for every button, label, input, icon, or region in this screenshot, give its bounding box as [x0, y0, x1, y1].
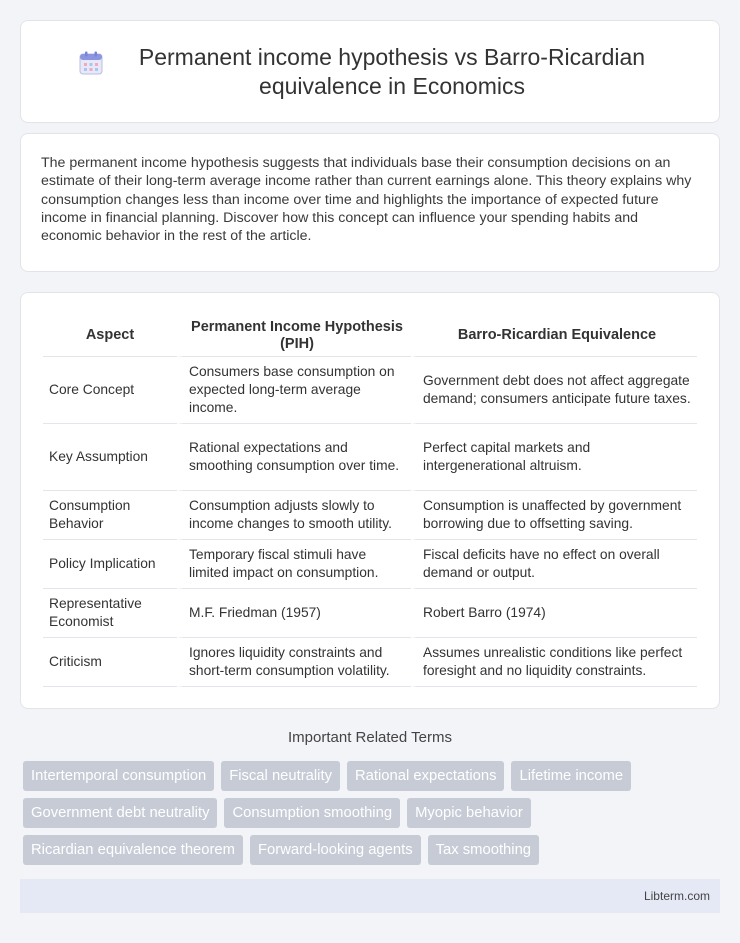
table-row [43, 638, 697, 687]
cell-barro: Robert Barro (1974) [411, 589, 697, 638]
cell-pih: Temporary fiscal stimuli have limited impact on consumption. [177, 540, 411, 589]
header-aspect: Aspect [43, 309, 177, 357]
cell-pih: Consumption adjusts slowly to income changes to smooth utility. [177, 491, 411, 540]
cell-aspect: Core Concept [43, 357, 177, 424]
tag-ricardian-equivalence-theorem[interactable]: Ricardian equivalence theorem [23, 835, 243, 865]
related-terms-title: Important Related Terms [288, 729, 452, 746]
tag-row [23, 835, 723, 865]
tag-row [23, 761, 723, 791]
cell-aspect: Policy Implication [43, 540, 177, 589]
cell-barro: Fiscal deficits have no effect on overall demand or output. [411, 540, 697, 589]
cell-aspect: Criticism [43, 638, 177, 687]
cell-aspect: Key Assumption [43, 424, 177, 491]
table-row [43, 491, 697, 540]
table-header-row [43, 309, 697, 357]
tag-forward-looking-agents[interactable]: Forward-looking agents [250, 835, 421, 865]
cell-pih: Rational expectations and smoothing consumption over time. [177, 424, 411, 491]
page-title: Permanent income hypothesis vs Barro-Ricardian equivalence in Economics [138, 43, 646, 99]
tag-fiscal-neutrality[interactable]: Fiscal neutrality [221, 761, 340, 791]
comparison-table [43, 309, 697, 687]
calendar-icon [78, 50, 104, 76]
comparison-table-card [20, 292, 720, 709]
tag-government-debt-neutrality[interactable]: Government debt neutrality [23, 798, 217, 828]
table-row [43, 540, 697, 589]
footer-brand-link[interactable]: Libterm.com [643, 889, 710, 903]
table-row [43, 589, 697, 638]
table-row [43, 357, 697, 424]
cell-pih: M.F. Friedman (1957) [177, 589, 411, 638]
cell-barro: Consumption is unaffected by government borrowing due to offsetting saving. [411, 491, 697, 540]
footer [20, 879, 720, 913]
related-terms-list [23, 761, 723, 872]
tag-rational-expectations[interactable]: Rational expectations [347, 761, 504, 791]
cell-barro: Government debt does not affect aggregate demand; consumers anticipate future taxes. [411, 357, 697, 424]
tag-tax-smoothing[interactable]: Tax smoothing [428, 835, 539, 865]
header-barro: Barro-Ricardian Equivalence [411, 309, 697, 357]
cell-pih: Consumers base consumption on expected long-term average income. [177, 357, 411, 424]
tag-myopic-behavior[interactable]: Myopic behavior [407, 798, 531, 828]
cell-aspect: Consumption Behavior [43, 491, 177, 540]
cell-barro: Perfect capital markets and intergenerational altruism. [411, 424, 697, 491]
intro-card [20, 133, 720, 272]
tag-consumption-smoothing[interactable]: Consumption smoothing [224, 798, 400, 828]
cell-pih: Ignores liquidity constraints and short-term consumption volatility. [177, 638, 411, 687]
tag-row [23, 798, 723, 828]
tag-lifetime-income[interactable]: Lifetime income [511, 761, 631, 791]
header-pih: Permanent Income Hypothesis (PIH) [177, 309, 411, 357]
title-card [20, 20, 720, 123]
cell-aspect: Representative Economist [43, 589, 177, 638]
intro-paragraph: The permanent income hypothesis suggests that individuals base their consumption decisions on an estimate of their long-term average income rather than current earnings alone. This theory explains why consumption changes less than income over time and highlights the importance of expected future income in financial planning. Discover how this concept can influence your spending habits and economic behavior in the rest of the article. [41, 155, 692, 245]
table-row [43, 424, 697, 491]
cell-barro: Assumes unrealistic conditions like perfect foresight and no liquidity constraints. [411, 638, 697, 687]
tag-intertemporal-consumption[interactable]: Intertemporal consumption [23, 761, 214, 791]
